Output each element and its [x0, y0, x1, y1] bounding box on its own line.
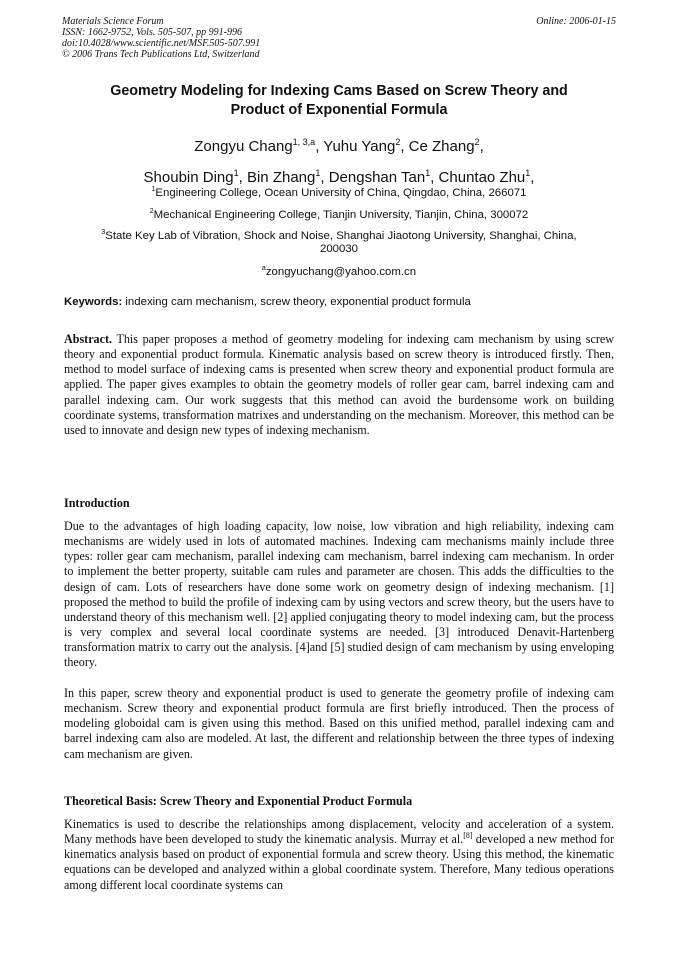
section-heading-introduction: Introduction [64, 496, 130, 510]
author-sep: , [479, 138, 484, 155]
author-sup: 1 [525, 168, 531, 178]
online-date: Online: 2006-01-15 [536, 16, 616, 27]
author-list [62, 129, 616, 191]
author-sup: 1 [315, 168, 321, 178]
title-line-2: Product of Exponential Formula [230, 102, 448, 118]
affiliation-sup: 2 [149, 208, 154, 215]
author-sup: 2 [395, 137, 401, 147]
abstract-label: Abstract. [64, 332, 113, 346]
author-name: Zongyu Chang [194, 138, 293, 155]
author-sep: , [400, 138, 405, 155]
introduction-paragraph-2: In this paper, screw theory and exponential product is used to generate the geometry profile of indexing cam mechanism. Screw theory and exponential product formula are first briefly introduced. Then the process of modeling globoidal cam is given using this method. Based on this unified method, parallel indexing cam and barrel indexing cam also are modeled. At last, the different and relationship between the three types of indexing cam mechanism are given. [64, 686, 614, 761]
section-heading-theory: Theoretical Basis: Screw Theory and Exponential Product Formula [64, 794, 413, 808]
affiliation-sup: a [261, 265, 266, 272]
affiliation-sup: 1 [151, 186, 156, 193]
issn-line: ISSN: 1662-9752, Vols. 505-507, pp 991-996 [62, 27, 242, 38]
author-name: Ce Zhang [408, 138, 475, 155]
author-sep: , [315, 138, 320, 155]
doi-line[interactable]: doi:10.4028/www.scientific.net/MSF.505-507.991 [62, 38, 261, 49]
author-name: Chuntao Zhu [438, 169, 526, 186]
abstract-text: This paper proposes a method of geometry modeling for indexing cam mechanism by using screw theory and exponential product formula. Kinematic analysis based on screw theory is introduced firstly. Then, method to model surface of indexing cams is presented when screw theory and exponential product formula are applied. The paper gives examples to obtain the geometry models of roller gear cam, barrel indexing cam and parallel indexing cam. Our work suggests that this method can avoid the burdensome work on building coordinate systems, transformation matrixes and understanding on the mechanism. Moreover, this method can be used to innovate and design new types of indexing mechanism. [64, 332, 614, 437]
affiliation-text-cont: 200030 [319, 242, 358, 255]
author-name: Dengshan Tan [328, 169, 426, 186]
abstract [64, 332, 614, 438]
affiliation-text: Mechanical Engineering College, Tianjin University, Tianjin, China, 300072 [153, 208, 529, 221]
corresponding-email [62, 262, 616, 279]
theory-paragraph [64, 817, 614, 893]
theory-text-b: developed a new method for kinematics analysis based on product of exponential formula and screw theory. Using this method, the kinematic equations can be developed and analyzed within a global coordinate system. Therefore, Many tedious operations among different local coordinate systems can [64, 832, 614, 892]
author-line-1 [62, 129, 616, 160]
affiliation-2 [62, 205, 616, 222]
affiliation-sup: 3 [101, 229, 106, 236]
author-sup: 1 [425, 168, 431, 178]
keywords-text: indexing cam mechanism, screw theory, exponential product formula [125, 296, 471, 308]
keywords-label: Keywords: [64, 296, 123, 308]
author-sup: 1, 3,a [292, 137, 316, 147]
title-line-1: Geometry Modeling for Indexing Cams Based on Screw Theory and [110, 83, 568, 99]
copyright-line: © 2006 Trans Tech Publications Ltd, Switzerland [62, 49, 260, 60]
author-name: Shoubin Ding [143, 169, 234, 186]
author-sep: , [238, 169, 243, 186]
affiliation-3 [62, 226, 616, 256]
affiliation-1 [62, 183, 616, 200]
publication-header [62, 16, 260, 60]
author-sep: , [430, 169, 435, 186]
author-sep: , [320, 169, 325, 186]
email-text[interactable]: zongyuchang@yahoo.com.cn [265, 265, 417, 278]
author-sep: , [530, 169, 535, 186]
theory-text-a: Kinematics is used to describe the relationships among displacement, velocity and acceleration of a system. Many methods have been developed to study the kinematic analysis. Murray et al. [64, 817, 614, 847]
affiliation-text: State Key Lab of Vibration, Shock and Noise, Shanghai Jiaotong University, Shanghai, China, [105, 229, 577, 242]
author-sup: 1 [233, 168, 239, 178]
affiliation-text: Engineering College, Ocean University of China, Qingdao, China, 266071 [155, 186, 527, 199]
journal-name: Materials Science Forum [62, 16, 164, 27]
author-name: Bin Zhang [246, 169, 316, 186]
citation-ref[interactable]: [8] [463, 831, 473, 841]
introduction-paragraph-1: Due to the advantages of high loading capacity, low noise, low vibration and high reliability, indexing cam mechanisms are widely used in lots of automated machines. Indexing cam mechanisms mainly include three types: roller gear cam mechanism, parallel indexing cam mechanism, barrel indexing cam mechanism. In order to implement the better property, suitable cam rules and parameter are chosen. This adds the difficulties to the design of cam. Lots of researchers have done some work on geometry design of indexing mechanism. [1] proposed the method to build the profile of indexing cam by using vectors and screw theory, but the users have to understand theory of this mechanism well. [2] applied conjugating theory to model indexing cam, but the process is very complex and several local coordinate systems are needed. [3] introduced Denavit-Hartenberg transformation matrix to carry out the analysis. [4]and [5] studied design of cam mechanism by using enveloping theory. [64, 519, 614, 670]
keywords [64, 296, 471, 308]
paper-title [62, 82, 616, 120]
author-sup: 2 [474, 137, 480, 147]
author-name: Yuhu Yang [323, 138, 396, 155]
